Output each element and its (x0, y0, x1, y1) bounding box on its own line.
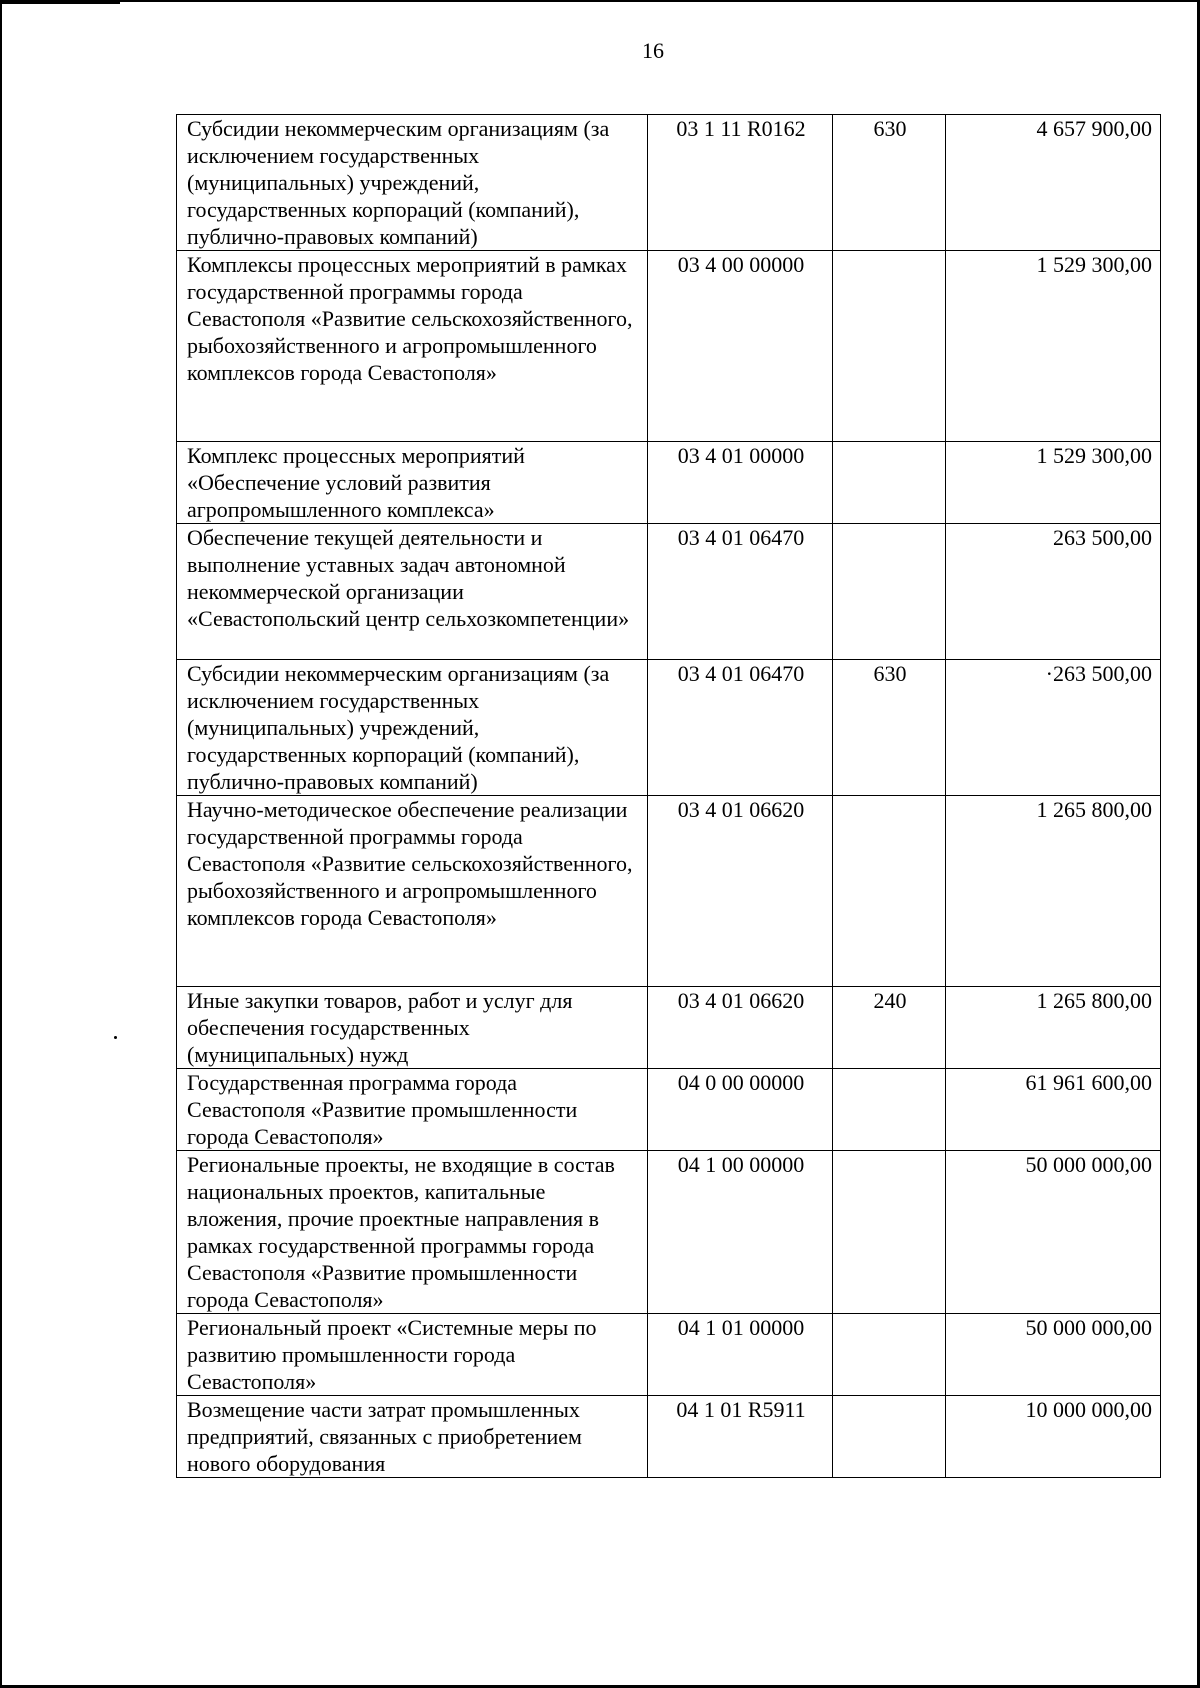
row-expense-type: 240 (833, 987, 946, 1069)
row-expense-type (833, 1396, 946, 1478)
row-expense-type (833, 1314, 946, 1396)
row-amount: 263 500,00 (946, 524, 1161, 660)
table-row (177, 987, 1161, 1069)
table-row (177, 251, 1161, 442)
row-name: Субсидии некоммерческим организациям (за исключением государственных (муниципальных) учреждений, государственных корпораций (компаний), публично-правовых компаний) (177, 660, 648, 796)
row-target-code: 03 4 01 00000 (648, 442, 833, 524)
row-name: Государственная программа города Севастополя «Развитие промышленности города Севастополя» (177, 1069, 648, 1151)
row-amount: ·263 500,00 (946, 660, 1161, 796)
row-amount: 1 529 300,00 (946, 251, 1161, 442)
row-target-code: 04 1 00 00000 (648, 1151, 833, 1314)
row-amount: 61 961 600,00 (946, 1069, 1161, 1151)
row-expense-type (833, 442, 946, 524)
scan-artifact-dot (114, 1036, 117, 1039)
row-name: Обеспечение текущей деятельности и выполнение уставных задач автономной некоммерческой организации «Севастопольский центр сельхозкомпетенции» (177, 524, 648, 660)
row-amount: 50 000 000,00 (946, 1314, 1161, 1396)
table-row (177, 1069, 1161, 1151)
table-row (177, 1396, 1161, 1478)
row-target-code: 03 1 11 R0162 (648, 115, 833, 251)
row-name: Комплексы процессных мероприятий в рамках государственной программы города Севастополя «Развитие сельскохозяйственного, рыбохозяйственного и агропромышленного комплексов города Севастополя» (177, 251, 648, 442)
row-name: Региональные проекты, не входящие в состав национальных проектов, капитальные вложения, прочие проектные направления в рамках государственной программы города Севастополя «Развитие промышленности города Севастополя» (177, 1151, 648, 1314)
row-name: Иные закупки товаров, работ и услуг для обеспечения государственных (муниципальных) нужд (177, 987, 648, 1069)
table-row (177, 1314, 1161, 1396)
budget-table (176, 114, 1161, 1478)
row-amount: 1 265 800,00 (946, 796, 1161, 987)
scan-edge-mark (0, 0, 120, 4)
row-name: Региональный проект «Системные меры по развитию промышленности города Севастополя» (177, 1314, 648, 1396)
table-row (177, 660, 1161, 796)
row-expense-type (833, 796, 946, 987)
page-number: 16 (642, 38, 664, 63)
row-expense-type: 630 (833, 660, 946, 796)
table-row (177, 1151, 1161, 1314)
row-expense-type (833, 1069, 946, 1151)
row-target-code: 03 4 00 00000 (648, 251, 833, 442)
row-expense-type (833, 1151, 946, 1314)
row-name: Субсидии некоммерческим организациям (за исключением государственных (муниципальных) учреждений, государственных корпораций (компаний), публично-правовых компаний) (177, 115, 648, 251)
table-row (177, 524, 1161, 660)
row-expense-type: 630 (833, 115, 946, 251)
row-target-code: 04 0 00 00000 (648, 1069, 833, 1151)
row-name: Научно-методическое обеспечение реализации государственной программы города Севастополя «Развитие сельскохозяйственного, рыбохозяйственного и агропромышленного комплексов города Севастополя» (177, 796, 648, 987)
row-expense-type (833, 524, 946, 660)
row-amount: 4 657 900,00 (946, 115, 1161, 251)
row-target-code: 03 4 01 06470 (648, 524, 833, 660)
row-amount: 1 265 800,00 (946, 987, 1161, 1069)
row-target-code: 04 1 01 00000 (648, 1314, 833, 1396)
row-amount: 10 000 000,00 (946, 1396, 1161, 1478)
row-amount: 1 529 300,00 (946, 442, 1161, 524)
table-row (177, 115, 1161, 251)
row-expense-type (833, 251, 946, 442)
row-target-code: 03 4 01 06470 (648, 660, 833, 796)
row-target-code: 03 4 01 06620 (648, 796, 833, 987)
row-amount: 50 000 000,00 (946, 1151, 1161, 1314)
row-target-code: 04 1 01 R5911 (648, 1396, 833, 1478)
table-row (177, 796, 1161, 987)
row-name: Комплекс процессных мероприятий «Обеспечение условий развития агропромышленного комплекса» (177, 442, 648, 524)
table-row (177, 442, 1161, 524)
row-target-code: 03 4 01 06620 (648, 987, 833, 1069)
row-name: Возмещение части затрат промышленных предприятий, связанных с приобретением нового оборудования (177, 1396, 648, 1478)
